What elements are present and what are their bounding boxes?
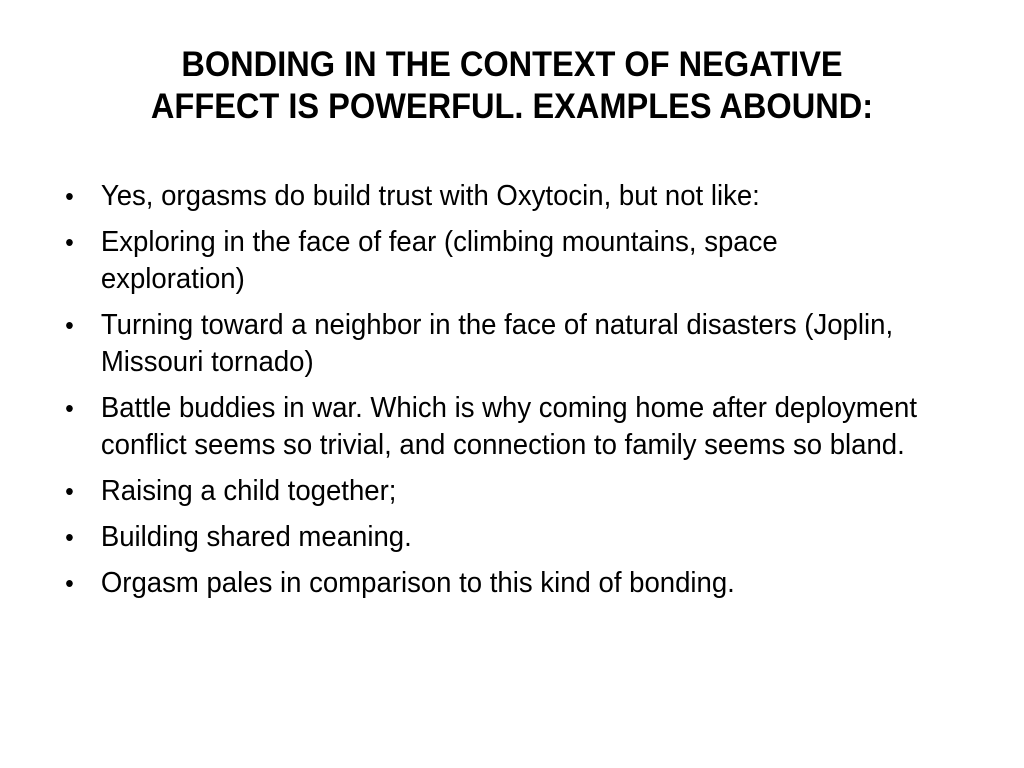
bullet-text: Turning toward a neighbor in the face of natural disasters (Joplin, Missouri tornado) (100, 309, 894, 378)
bullet-icon: • (65, 181, 74, 211)
bullet-icon: • (65, 568, 74, 598)
bullet-icon: • (65, 522, 74, 552)
list-item (60, 307, 925, 381)
list-item (60, 473, 925, 510)
bullet-text: Building shared meaning. (100, 521, 412, 553)
list-item (60, 224, 925, 298)
list-item (60, 519, 925, 556)
bullet-icon: • (65, 393, 74, 423)
bullet-list (60, 178, 925, 611)
list-item (60, 178, 925, 215)
list-item (60, 565, 925, 602)
bullet-text: Yes, orgasms do build trust with Oxytocin, but not like: (100, 180, 760, 212)
list-item (60, 390, 925, 464)
title-line-1: BONDING IN THE CONTEXT OF NEGATIVE (181, 45, 843, 84)
bullet-icon: • (65, 476, 74, 506)
bullet-text: Battle buddies in war. Which is why coming home after deployment conflict seems so trivial, and connection to family seems so bland. (100, 392, 918, 461)
bullet-icon: • (65, 227, 74, 257)
title-line-2: AFFECT IS POWERFUL. EXAMPLES ABOUND: (150, 87, 874, 126)
bullet-icon: • (65, 310, 74, 340)
bullet-text: Orgasm pales in comparison to this kind of bonding. (100, 567, 735, 599)
bullet-text: Exploring in the face of fear (climbing mountains, space exploration) (100, 226, 778, 295)
slide-title (92, 44, 933, 128)
bullet-text: Raising a child together; (100, 475, 397, 507)
